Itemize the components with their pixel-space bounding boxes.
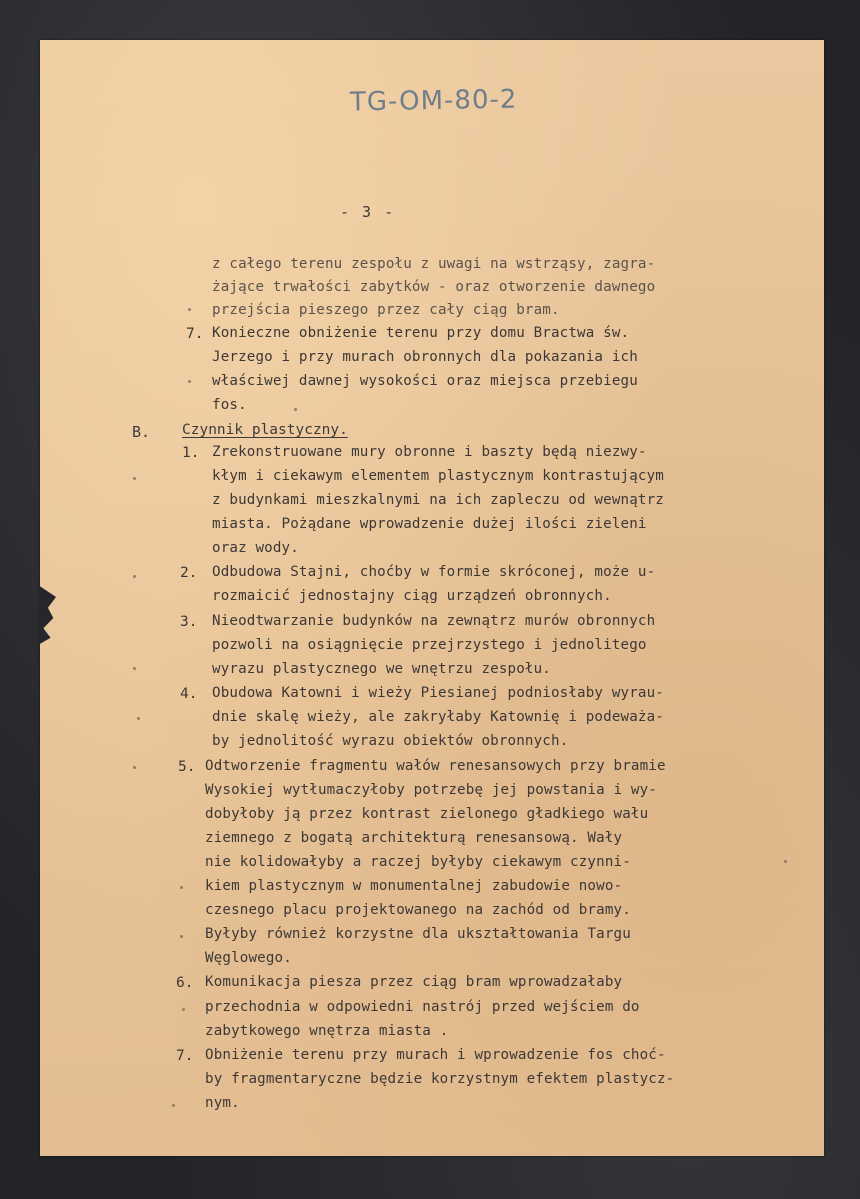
section-letter: B. bbox=[132, 423, 151, 441]
text-line: czesnego placu projektowanego na zachód od bramy. bbox=[205, 902, 631, 918]
text-line: przejścia pieszego przez cały ciąg bram. bbox=[212, 302, 560, 318]
text-line: Komunikacja piesza przez ciąg bram wprowadzałaby bbox=[205, 974, 623, 990]
text-line: z budynkami mieszkalnymi na ich zapleczu od wewnątrz bbox=[212, 492, 664, 508]
text-line: Nieodtwarzanie budynków na zewnątrz murów obronnych bbox=[212, 613, 656, 629]
text-line: nie kolidowałyby a raczej byłyby ciekawym czynni- bbox=[205, 854, 631, 870]
text-line: Węglowego. bbox=[205, 950, 292, 966]
text-line: kiem plastycznym w monumentalnej zabudowie nowo- bbox=[205, 878, 623, 894]
section-heading: Czynnik plastyczny. bbox=[182, 422, 348, 438]
text-line: zabytkowego wnętrza miasta . bbox=[205, 1023, 449, 1039]
item-number: 7. bbox=[176, 1048, 194, 1064]
item-number: 3. bbox=[180, 614, 198, 630]
text-line: Odbudowa Stajni, choćby w formie skróconej, może u- bbox=[212, 564, 656, 580]
text-line: fos. bbox=[212, 397, 247, 413]
text-line: dobyłoby ją przez kontrast zielonego gładkiego wału bbox=[205, 806, 649, 822]
text-line: oraz wody. bbox=[212, 540, 299, 556]
item-number: 5. bbox=[178, 759, 196, 775]
text-line: kłym i ciekawym elementem plastycznym kontrastującym bbox=[212, 468, 664, 484]
text-line: z całego terenu zespołu z uwagi na wstrząsy, zagra- bbox=[212, 256, 656, 272]
text-line: żające trwałości zabytków - oraz otworzenie dawnego bbox=[212, 279, 656, 295]
text-line: Byłyby również korzystne dla ukształtowania Targu bbox=[205, 926, 631, 942]
text-line: Odtworzenie fragmentu wałów renesansowych przy bramie bbox=[205, 758, 666, 774]
text-line: Konieczne obniżenie terenu przy domu Bractwa św. bbox=[212, 325, 630, 341]
item-number: 2. bbox=[180, 565, 198, 581]
text-line: dnie skalę wieży, ale zakryłaby Katownię i podeważa- bbox=[212, 709, 664, 725]
text-line: rozmaicić jednostajny ciąg urządzeń obronnych. bbox=[212, 588, 612, 604]
text-line: Zrekonstruowane mury obronne i baszty będą niezwy- bbox=[212, 444, 647, 460]
archive-code: TG-OM-80-2 bbox=[349, 84, 518, 118]
item-number: 6. bbox=[176, 975, 194, 991]
item-number: 4. bbox=[180, 686, 198, 702]
text-line: by fragmentaryczne będzie korzystnym efektem plastycz- bbox=[205, 1071, 675, 1087]
item-number: 7. bbox=[186, 326, 204, 342]
text-line: by jednolitość wyrazu obiektów obronnych. bbox=[212, 733, 569, 749]
text-line: pozwoli na osiągnięcie przejrzystego i jednolitego bbox=[212, 637, 647, 653]
text-line: właściwej dawnej wysokości oraz miejsca przebiegu bbox=[212, 373, 638, 389]
item-number: 1. bbox=[182, 445, 200, 461]
document-page bbox=[40, 40, 824, 1156]
text-line: przechodnia w odpowiedni nastrój przed wejściem do bbox=[205, 999, 640, 1015]
text-line: miasta. Pożądane wprowadzenie dużej ilości zieleni bbox=[212, 516, 647, 532]
text-line: Obudowa Katowni i wieży Piesianej podniosłaby wyrau- bbox=[212, 685, 664, 701]
text-line: Jerzego i przy murach obronnych dla pokazania ich bbox=[212, 349, 638, 365]
text-line: wyrazu plastycznego we wnętrzu zespołu. bbox=[212, 661, 551, 677]
page-number: - 3 - bbox=[340, 203, 396, 221]
text-line: nym. bbox=[205, 1095, 240, 1111]
torn-edge bbox=[38, 585, 56, 645]
text-line: Wysokiej wytłumaczyłoby potrzebę jej powstania i wy- bbox=[205, 782, 657, 798]
text-line: ziemnego z bogatą architekturą renesansową. Wały bbox=[205, 830, 623, 846]
text-line: Obniżenie terenu przy murach i wprowadzenie fos choć- bbox=[205, 1047, 666, 1063]
